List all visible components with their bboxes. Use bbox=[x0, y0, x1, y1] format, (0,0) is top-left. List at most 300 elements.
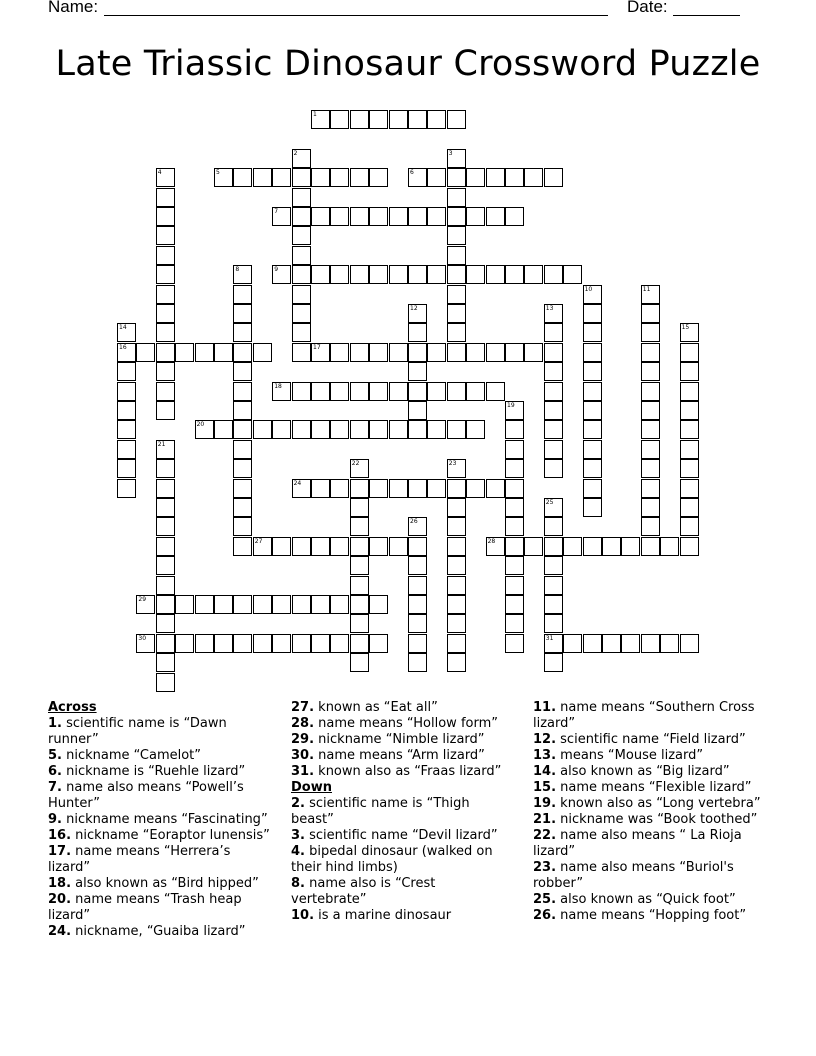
grid-cell[interactable] bbox=[486, 343, 505, 362]
grid-cell[interactable] bbox=[272, 595, 291, 614]
grid-cell[interactable] bbox=[641, 459, 660, 478]
grid-cell[interactable] bbox=[583, 498, 602, 517]
grid-cell[interactable] bbox=[583, 440, 602, 459]
grid-cell[interactable] bbox=[292, 149, 311, 168]
grid-cell[interactable] bbox=[408, 595, 427, 614]
grid-cell[interactable] bbox=[233, 362, 252, 381]
grid-cell[interactable] bbox=[583, 343, 602, 362]
grid-cell[interactable] bbox=[680, 382, 699, 401]
grid-cell[interactable] bbox=[214, 168, 233, 187]
grid-cell[interactable] bbox=[253, 343, 272, 362]
grid-cell[interactable] bbox=[427, 382, 446, 401]
grid-cell[interactable] bbox=[292, 265, 311, 284]
grid-cell[interactable] bbox=[117, 440, 136, 459]
grid-cell[interactable] bbox=[505, 576, 524, 595]
grid-cell[interactable] bbox=[427, 110, 446, 129]
grid-cell[interactable] bbox=[350, 576, 369, 595]
grid-cell[interactable] bbox=[253, 420, 272, 439]
grid-cell[interactable] bbox=[408, 401, 427, 420]
grid-cell[interactable] bbox=[311, 207, 330, 226]
grid-cell[interactable] bbox=[350, 653, 369, 672]
grid-cell[interactable] bbox=[680, 323, 699, 342]
grid-cell[interactable] bbox=[544, 498, 563, 517]
grid-cell[interactable] bbox=[680, 537, 699, 556]
grid-cell[interactable] bbox=[524, 343, 543, 362]
grid-cell[interactable] bbox=[583, 401, 602, 420]
grid-cell[interactable] bbox=[544, 420, 563, 439]
grid-cell[interactable] bbox=[544, 265, 563, 284]
grid-cell[interactable] bbox=[680, 479, 699, 498]
grid-cell[interactable] bbox=[136, 634, 155, 653]
grid-cell[interactable] bbox=[330, 343, 349, 362]
grid-cell[interactable] bbox=[292, 188, 311, 207]
grid-cell[interactable] bbox=[505, 207, 524, 226]
grid-cell[interactable] bbox=[233, 285, 252, 304]
grid-cell[interactable] bbox=[214, 343, 233, 362]
grid-cell[interactable] bbox=[156, 188, 175, 207]
grid-cell[interactable] bbox=[389, 382, 408, 401]
grid-cell[interactable] bbox=[156, 382, 175, 401]
grid-cell[interactable] bbox=[117, 323, 136, 342]
grid-cell[interactable] bbox=[641, 323, 660, 342]
grid-cell[interactable] bbox=[680, 343, 699, 362]
grid-cell[interactable] bbox=[350, 556, 369, 575]
grid-cell[interactable] bbox=[292, 595, 311, 614]
grid-cell[interactable] bbox=[505, 440, 524, 459]
grid-cell[interactable] bbox=[292, 285, 311, 304]
grid-cell[interactable] bbox=[292, 537, 311, 556]
grid-cell[interactable] bbox=[389, 537, 408, 556]
grid-cell[interactable] bbox=[680, 634, 699, 653]
grid-cell[interactable] bbox=[427, 207, 446, 226]
grid-cell[interactable] bbox=[408, 420, 427, 439]
grid-cell[interactable] bbox=[641, 440, 660, 459]
grid-cell[interactable] bbox=[311, 382, 330, 401]
grid-cell[interactable] bbox=[544, 382, 563, 401]
grid-cell[interactable] bbox=[680, 420, 699, 439]
grid-cell[interactable] bbox=[447, 556, 466, 575]
grid-cell[interactable] bbox=[427, 343, 446, 362]
grid-cell[interactable] bbox=[447, 479, 466, 498]
grid-cell[interactable] bbox=[233, 304, 252, 323]
grid-cell[interactable] bbox=[408, 265, 427, 284]
grid-cell[interactable] bbox=[311, 420, 330, 439]
grid-cell[interactable] bbox=[563, 634, 582, 653]
grid-cell[interactable] bbox=[175, 634, 194, 653]
grid-cell[interactable] bbox=[583, 479, 602, 498]
grid-cell[interactable] bbox=[408, 323, 427, 342]
grid-cell[interactable] bbox=[583, 285, 602, 304]
grid-cell[interactable] bbox=[136, 595, 155, 614]
grid-cell[interactable] bbox=[350, 343, 369, 362]
grid-cell[interactable] bbox=[136, 343, 155, 362]
grid-cell[interactable] bbox=[272, 207, 291, 226]
grid-cell[interactable] bbox=[156, 226, 175, 245]
grid-cell[interactable] bbox=[389, 265, 408, 284]
grid-cell[interactable] bbox=[330, 382, 349, 401]
grid-cell[interactable] bbox=[233, 498, 252, 517]
grid-cell[interactable] bbox=[389, 110, 408, 129]
grid-cell[interactable] bbox=[447, 168, 466, 187]
grid-cell[interactable] bbox=[680, 459, 699, 478]
grid-cell[interactable] bbox=[447, 343, 466, 362]
grid-cell[interactable] bbox=[117, 343, 136, 362]
grid-cell[interactable] bbox=[369, 207, 388, 226]
grid-cell[interactable] bbox=[641, 304, 660, 323]
grid-cell[interactable] bbox=[195, 634, 214, 653]
grid-cell[interactable] bbox=[505, 343, 524, 362]
grid-cell[interactable] bbox=[486, 537, 505, 556]
grid-cell[interactable] bbox=[486, 265, 505, 284]
grid-cell[interactable] bbox=[272, 634, 291, 653]
grid-cell[interactable] bbox=[544, 323, 563, 342]
grid-cell[interactable] bbox=[544, 595, 563, 614]
grid-cell[interactable] bbox=[311, 537, 330, 556]
grid-cell[interactable] bbox=[156, 614, 175, 633]
grid-cell[interactable] bbox=[350, 517, 369, 536]
grid-cell[interactable] bbox=[311, 343, 330, 362]
grid-cell[interactable] bbox=[641, 420, 660, 439]
grid-cell[interactable] bbox=[156, 498, 175, 517]
grid-cell[interactable] bbox=[447, 498, 466, 517]
grid-cell[interactable] bbox=[602, 634, 621, 653]
grid-cell[interactable] bbox=[505, 517, 524, 536]
grid-cell[interactable] bbox=[408, 207, 427, 226]
grid-cell[interactable] bbox=[466, 168, 485, 187]
grid-cell[interactable] bbox=[330, 595, 349, 614]
grid-cell[interactable] bbox=[544, 556, 563, 575]
grid-cell[interactable] bbox=[253, 537, 272, 556]
grid-cell[interactable] bbox=[408, 168, 427, 187]
grid-cell[interactable] bbox=[408, 653, 427, 672]
grid-cell[interactable] bbox=[447, 653, 466, 672]
grid-cell[interactable] bbox=[350, 479, 369, 498]
grid-cell[interactable] bbox=[544, 168, 563, 187]
grid-cell[interactable] bbox=[389, 207, 408, 226]
grid-cell[interactable] bbox=[117, 459, 136, 478]
grid-cell[interactable] bbox=[292, 343, 311, 362]
grid-cell[interactable] bbox=[505, 614, 524, 633]
grid-cell[interactable] bbox=[505, 498, 524, 517]
grid-cell[interactable] bbox=[544, 653, 563, 672]
grid-cell[interactable] bbox=[447, 110, 466, 129]
grid-cell[interactable] bbox=[641, 634, 660, 653]
grid-cell[interactable] bbox=[350, 595, 369, 614]
grid-cell[interactable] bbox=[272, 382, 291, 401]
grid-cell[interactable] bbox=[447, 537, 466, 556]
grid-cell[interactable] bbox=[524, 537, 543, 556]
grid-cell[interactable] bbox=[233, 343, 252, 362]
grid-cell[interactable] bbox=[583, 304, 602, 323]
grid-cell[interactable] bbox=[350, 110, 369, 129]
grid-cell[interactable] bbox=[156, 556, 175, 575]
grid-cell[interactable] bbox=[272, 420, 291, 439]
grid-cell[interactable] bbox=[117, 362, 136, 381]
grid-cell[interactable] bbox=[175, 343, 194, 362]
grid-cell[interactable] bbox=[311, 110, 330, 129]
grid-cell[interactable] bbox=[544, 634, 563, 653]
grid-cell[interactable] bbox=[369, 343, 388, 362]
grid-cell[interactable] bbox=[447, 188, 466, 207]
grid-cell[interactable] bbox=[195, 595, 214, 614]
grid-cell[interactable] bbox=[253, 595, 272, 614]
grid-cell[interactable] bbox=[156, 517, 175, 536]
grid-cell[interactable] bbox=[447, 323, 466, 342]
grid-cell[interactable] bbox=[602, 537, 621, 556]
grid-cell[interactable] bbox=[486, 382, 505, 401]
grid-cell[interactable] bbox=[214, 634, 233, 653]
grid-cell[interactable] bbox=[447, 207, 466, 226]
grid-cell[interactable] bbox=[233, 479, 252, 498]
grid-cell[interactable] bbox=[233, 420, 252, 439]
grid-cell[interactable] bbox=[680, 401, 699, 420]
grid-cell[interactable] bbox=[330, 207, 349, 226]
grid-cell[interactable] bbox=[621, 537, 640, 556]
grid-cell[interactable] bbox=[447, 459, 466, 478]
grid-cell[interactable] bbox=[292, 207, 311, 226]
grid-cell[interactable] bbox=[369, 110, 388, 129]
grid-cell[interactable] bbox=[447, 265, 466, 284]
grid-cell[interactable] bbox=[621, 634, 640, 653]
grid-cell[interactable] bbox=[350, 614, 369, 633]
grid-cell[interactable] bbox=[369, 595, 388, 614]
grid-cell[interactable] bbox=[486, 207, 505, 226]
grid-cell[interactable] bbox=[447, 614, 466, 633]
grid-cell[interactable] bbox=[447, 149, 466, 168]
grid-cell[interactable] bbox=[583, 362, 602, 381]
grid-cell[interactable] bbox=[641, 343, 660, 362]
grid-cell[interactable] bbox=[330, 110, 349, 129]
grid-cell[interactable] bbox=[292, 382, 311, 401]
grid-cell[interactable] bbox=[292, 168, 311, 187]
grid-cell[interactable] bbox=[389, 343, 408, 362]
grid-cell[interactable] bbox=[680, 362, 699, 381]
grid-cell[interactable] bbox=[660, 537, 679, 556]
grid-cell[interactable] bbox=[156, 595, 175, 614]
grid-cell[interactable] bbox=[583, 459, 602, 478]
grid-cell[interactable] bbox=[544, 440, 563, 459]
grid-cell[interactable] bbox=[544, 459, 563, 478]
grid-cell[interactable] bbox=[292, 323, 311, 342]
grid-cell[interactable] bbox=[583, 537, 602, 556]
grid-cell[interactable] bbox=[505, 168, 524, 187]
grid-cell[interactable] bbox=[427, 168, 446, 187]
grid-cell[interactable] bbox=[505, 401, 524, 420]
grid-cell[interactable] bbox=[466, 265, 485, 284]
grid-cell[interactable] bbox=[524, 265, 543, 284]
grid-cell[interactable] bbox=[369, 634, 388, 653]
grid-cell[interactable] bbox=[544, 614, 563, 633]
grid-cell[interactable] bbox=[641, 517, 660, 536]
grid-cell[interactable] bbox=[156, 440, 175, 459]
grid-cell[interactable] bbox=[233, 265, 252, 284]
grid-cell[interactable] bbox=[466, 479, 485, 498]
grid-cell[interactable] bbox=[350, 265, 369, 284]
grid-cell[interactable] bbox=[389, 479, 408, 498]
grid-cell[interactable] bbox=[195, 420, 214, 439]
grid-cell[interactable] bbox=[660, 634, 679, 653]
grid-cell[interactable] bbox=[505, 420, 524, 439]
grid-cell[interactable] bbox=[447, 226, 466, 245]
grid-cell[interactable] bbox=[544, 362, 563, 381]
grid-cell[interactable] bbox=[330, 420, 349, 439]
grid-cell[interactable] bbox=[583, 634, 602, 653]
grid-cell[interactable] bbox=[292, 246, 311, 265]
grid-cell[interactable] bbox=[175, 595, 194, 614]
grid-cell[interactable] bbox=[311, 479, 330, 498]
grid-cell[interactable] bbox=[641, 382, 660, 401]
grid-cell[interactable] bbox=[369, 168, 388, 187]
grid-cell[interactable] bbox=[156, 653, 175, 672]
grid-cell[interactable] bbox=[641, 401, 660, 420]
grid-cell[interactable] bbox=[408, 517, 427, 536]
grid-cell[interactable] bbox=[350, 168, 369, 187]
grid-cell[interactable] bbox=[563, 265, 582, 284]
grid-cell[interactable] bbox=[156, 168, 175, 187]
grid-cell[interactable] bbox=[311, 634, 330, 653]
grid-cell[interactable] bbox=[117, 420, 136, 439]
grid-cell[interactable] bbox=[156, 285, 175, 304]
grid-cell[interactable] bbox=[408, 343, 427, 362]
grid-cell[interactable] bbox=[330, 479, 349, 498]
grid-cell[interactable] bbox=[427, 420, 446, 439]
grid-cell[interactable] bbox=[156, 401, 175, 420]
grid-cell[interactable] bbox=[389, 420, 408, 439]
grid-cell[interactable] bbox=[369, 265, 388, 284]
grid-cell[interactable] bbox=[408, 479, 427, 498]
grid-cell[interactable] bbox=[311, 265, 330, 284]
grid-cell[interactable] bbox=[447, 595, 466, 614]
grid-cell[interactable] bbox=[641, 498, 660, 517]
grid-cell[interactable] bbox=[330, 634, 349, 653]
grid-cell[interactable] bbox=[117, 401, 136, 420]
grid-cell[interactable] bbox=[524, 168, 543, 187]
grid-cell[interactable] bbox=[680, 517, 699, 536]
grid-cell[interactable] bbox=[447, 285, 466, 304]
grid-cell[interactable] bbox=[583, 323, 602, 342]
grid-cell[interactable] bbox=[350, 498, 369, 517]
grid-cell[interactable] bbox=[156, 265, 175, 284]
grid-cell[interactable] bbox=[408, 304, 427, 323]
grid-cell[interactable] bbox=[350, 420, 369, 439]
grid-cell[interactable] bbox=[253, 168, 272, 187]
grid-cell[interactable] bbox=[233, 595, 252, 614]
grid-cell[interactable] bbox=[505, 634, 524, 653]
grid-cell[interactable] bbox=[311, 595, 330, 614]
grid-cell[interactable] bbox=[330, 168, 349, 187]
grid-cell[interactable] bbox=[680, 440, 699, 459]
grid-cell[interactable] bbox=[583, 420, 602, 439]
grid-cell[interactable] bbox=[466, 207, 485, 226]
grid-cell[interactable] bbox=[117, 382, 136, 401]
grid-cell[interactable] bbox=[233, 517, 252, 536]
grid-cell[interactable] bbox=[505, 265, 524, 284]
grid-cell[interactable] bbox=[156, 362, 175, 381]
grid-cell[interactable] bbox=[253, 634, 272, 653]
grid-cell[interactable] bbox=[641, 479, 660, 498]
grid-cell[interactable] bbox=[233, 440, 252, 459]
grid-cell[interactable] bbox=[408, 614, 427, 633]
grid-cell[interactable] bbox=[544, 537, 563, 556]
grid-cell[interactable] bbox=[233, 634, 252, 653]
grid-cell[interactable] bbox=[447, 382, 466, 401]
grid-cell[interactable] bbox=[156, 246, 175, 265]
grid-cell[interactable] bbox=[156, 673, 175, 692]
grid-cell[interactable] bbox=[641, 537, 660, 556]
grid-cell[interactable] bbox=[292, 420, 311, 439]
grid-cell[interactable] bbox=[369, 382, 388, 401]
grid-cell[interactable] bbox=[369, 537, 388, 556]
grid-cell[interactable] bbox=[330, 265, 349, 284]
grid-cell[interactable] bbox=[408, 634, 427, 653]
grid-cell[interactable] bbox=[233, 459, 252, 478]
grid-cell[interactable] bbox=[350, 207, 369, 226]
grid-cell[interactable] bbox=[369, 479, 388, 498]
grid-cell[interactable] bbox=[156, 537, 175, 556]
grid-cell[interactable] bbox=[466, 420, 485, 439]
grid-cell[interactable] bbox=[505, 459, 524, 478]
grid-cell[interactable] bbox=[214, 420, 233, 439]
grid-cell[interactable] bbox=[195, 343, 214, 362]
grid-cell[interactable] bbox=[156, 207, 175, 226]
grid-cell[interactable] bbox=[292, 479, 311, 498]
grid-cell[interactable] bbox=[427, 265, 446, 284]
grid-cell[interactable] bbox=[350, 537, 369, 556]
grid-cell[interactable] bbox=[156, 304, 175, 323]
grid-cell[interactable] bbox=[292, 634, 311, 653]
grid-cell[interactable] bbox=[408, 537, 427, 556]
grid-cell[interactable] bbox=[408, 556, 427, 575]
grid-cell[interactable] bbox=[583, 382, 602, 401]
grid-cell[interactable] bbox=[369, 420, 388, 439]
grid-cell[interactable] bbox=[311, 168, 330, 187]
grid-cell[interactable] bbox=[486, 479, 505, 498]
grid-cell[interactable] bbox=[447, 420, 466, 439]
grid-cell[interactable] bbox=[641, 285, 660, 304]
grid-cell[interactable] bbox=[505, 556, 524, 575]
grid-cell[interactable] bbox=[214, 595, 233, 614]
grid-cell[interactable] bbox=[505, 537, 524, 556]
grid-cell[interactable] bbox=[156, 459, 175, 478]
grid-cell[interactable] bbox=[466, 382, 485, 401]
grid-cell[interactable] bbox=[330, 537, 349, 556]
grid-cell[interactable] bbox=[544, 343, 563, 362]
grid-cell[interactable] bbox=[447, 304, 466, 323]
grid-cell[interactable] bbox=[350, 634, 369, 653]
grid-cell[interactable] bbox=[272, 168, 291, 187]
grid-cell[interactable] bbox=[544, 304, 563, 323]
grid-cell[interactable] bbox=[272, 537, 291, 556]
grid-cell[interactable] bbox=[544, 576, 563, 595]
grid-cell[interactable] bbox=[447, 576, 466, 595]
grid-cell[interactable] bbox=[156, 634, 175, 653]
grid-cell[interactable] bbox=[680, 498, 699, 517]
grid-cell[interactable] bbox=[408, 110, 427, 129]
grid-cell[interactable] bbox=[408, 576, 427, 595]
grid-cell[interactable] bbox=[156, 576, 175, 595]
grid-cell[interactable] bbox=[486, 168, 505, 187]
grid-cell[interactable] bbox=[233, 382, 252, 401]
grid-cell[interactable] bbox=[408, 382, 427, 401]
grid-cell[interactable] bbox=[292, 304, 311, 323]
grid-cell[interactable] bbox=[156, 343, 175, 362]
grid-cell[interactable] bbox=[505, 479, 524, 498]
grid-cell[interactable] bbox=[350, 382, 369, 401]
grid-cell[interactable] bbox=[408, 362, 427, 381]
grid-cell[interactable] bbox=[272, 265, 291, 284]
grid-cell[interactable] bbox=[117, 479, 136, 498]
grid-cell[interactable] bbox=[292, 226, 311, 245]
